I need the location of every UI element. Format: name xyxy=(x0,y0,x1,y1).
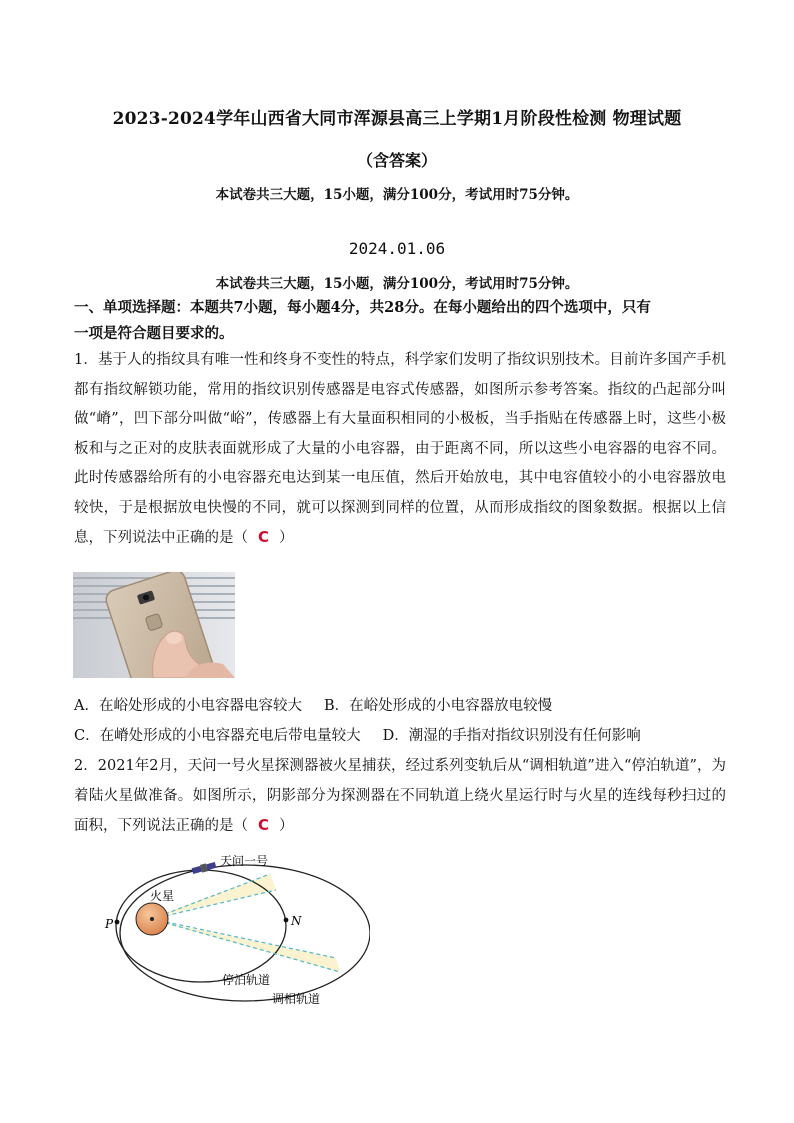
exam-date: 2024.01.06 xyxy=(348,239,446,258)
option-d: D．潮湿的手指对指纹识别没有任何影响 xyxy=(382,728,641,744)
probe-icon xyxy=(191,861,216,875)
option-b: B．在峪处形成的小电容器放电较慢 xyxy=(323,698,553,714)
question-2-body: 2．2021年2月，天问一号火星探测器被火星捕获，经过系列变轨后从“调相轨道”进入“停泊轨道”，为着陆火星做准备。如图所示，阴影部分为探测器在不同轨道上绕火星运行时与火星的连线每秒扫过的面积，下列说法正确的是（ xyxy=(74,758,726,834)
p-label: P xyxy=(105,917,114,931)
question-2-close: ） xyxy=(279,818,294,834)
point-p xyxy=(115,920,120,925)
probe-label: 天问一号 xyxy=(220,854,269,868)
section-heading xyxy=(74,295,724,347)
section-heading-line2: 一项是符合题目要求的。 xyxy=(74,325,234,342)
fingerprint-phone-photo xyxy=(73,572,235,678)
n-label: N xyxy=(291,914,302,928)
outer-orbit-label: 调相轨道 xyxy=(272,992,321,1006)
option-c: C．在嵴处形成的小电容器充电后带电量较大 xyxy=(74,728,361,744)
question-1-options-row1 xyxy=(74,694,552,715)
question-1-answer: C xyxy=(258,528,270,546)
point-n xyxy=(284,918,289,923)
exam-note: 本试卷共三大题，15小题，满分100分，考试用时75分钟。 xyxy=(215,276,579,292)
question-1-close: ） xyxy=(279,530,294,546)
swept-area-lower xyxy=(152,920,340,972)
orbit-diagram xyxy=(100,848,370,1013)
inner-orbit-label: 停泊轨道 xyxy=(222,973,271,987)
option-a: A．在峪处形成的小电容器电容较大 xyxy=(74,698,302,714)
mars-label: 火星 xyxy=(150,889,175,903)
question-1-text xyxy=(74,346,726,554)
page-title: 2023-2024学年山西省大同市浑源县高三上学期1月阶段性检测 物理试题 xyxy=(112,109,682,129)
exam-note-top: 本试卷共三大题，15小题，满分100分，考试用时75分钟。 xyxy=(215,187,579,203)
page-subtitle: （含答案） xyxy=(356,151,437,170)
question-1-options-row2 xyxy=(74,724,641,745)
question-2-answer: C xyxy=(258,816,270,834)
question-2-text xyxy=(74,752,726,842)
question-1-body: 1．基于人的指纹具有唯一性和终身不变性的特点，科学家们发明了指纹识别技术。目前许多国产手机都有指纹解锁功能，常用的指纹识别传感器是电容式传感器，如图所示参考答案。指纹的凸起部分叫做“嵴”，凹下部分叫做“峪”，传感器上有大量面积相同的小极板，当手指贴在传感器上时，这些小极板和与之正对的皮肤表面就形成了大量的小电容器，由于距离不同，所以这些小电容器的电容不同。此时传感器给所有的小电容器充电达到某一电压值，然后开始放电，其中电容值较小的小电容器放电较快，于是根据放电快慢的不同，就可以探测到同样的位置，从而形成指纹的图象数据。根据以上信息，下列说法中正确的是（ xyxy=(74,352,726,546)
section-heading-line1: 一、单项选择题：本题共7小题，每小题4分，共28分。在每小题给出的四个选项中，只有 xyxy=(74,299,651,316)
